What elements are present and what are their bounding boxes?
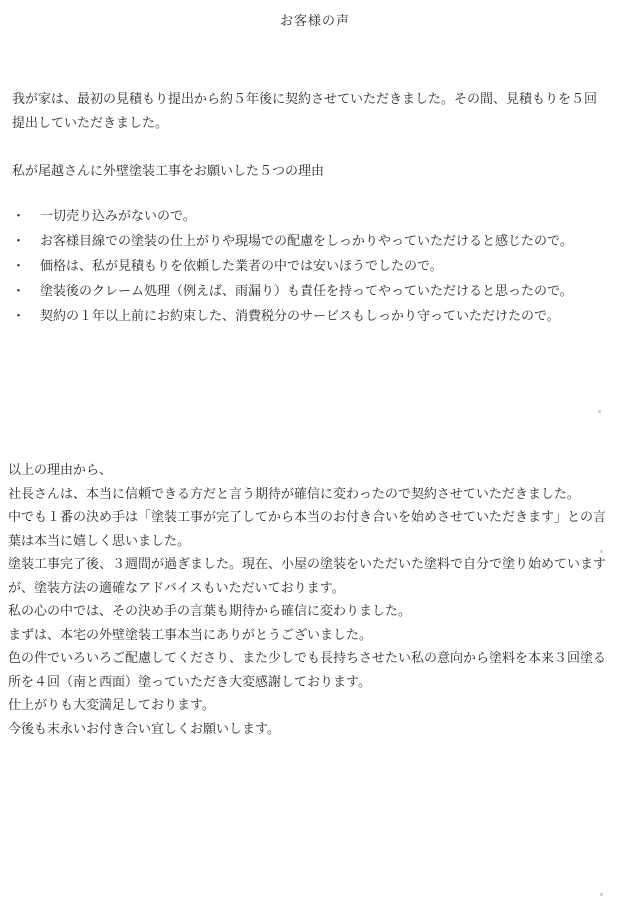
reason-text: 塗装後のクレーム処理（例えば、雨漏り）も責任を持ってやっていただけると思ったので。 xyxy=(40,284,573,299)
reason-text: 価格は、私が見積もりを依頼した業者の中では安いほうでしたので。 xyxy=(40,259,443,274)
body-paragraph: 色の件でいろいろご配慮してくださり、また少しでも長持ちさせたい私の意向から塗料を本来３回塗る所を４回（南と西面）塗っていただき大変感謝しております。 xyxy=(8,651,607,690)
reason-text: 契約の１年以上前にお約束した、消費税分のサービスもしっかり守っていただけたので。 xyxy=(40,309,560,324)
body-paragraph: 塗装工事完了後、３週間が過ぎました。現在、小屋の塗装をいただいた塗料で自分で塗り始めていますが、塗装方法の適確なアドバイスもいただいております。 xyxy=(8,557,607,596)
body-paragraph: 仕上がりも大変満足しております。 xyxy=(8,698,215,713)
reason-text: 一切売り込みがないので。 xyxy=(40,209,196,224)
list-item xyxy=(12,305,612,329)
reasons-heading: 私が尾越さんに外壁塗装工事をお願いした５つの理由 xyxy=(12,164,325,179)
body-paragraph: 以上の理由から、 xyxy=(8,463,113,478)
page-title: お客様の声 xyxy=(279,14,350,29)
list-item xyxy=(12,230,612,254)
list-item xyxy=(12,205,612,229)
bullet-icon: ・ xyxy=(12,309,26,324)
scan-speck xyxy=(600,550,603,553)
body-paragraph: 今後も末永いお付き合い宜しくお願いします。 xyxy=(8,721,280,737)
body-paragraph: 社長さんは、本当に信頼できる方だと言う期待が確信に変わったので契約させていただきました。 xyxy=(8,486,580,502)
scan-speck xyxy=(598,410,601,413)
bullet-icon: ・ xyxy=(12,209,26,224)
bullet-icon: ・ xyxy=(12,234,26,249)
bullet-icon: ・ xyxy=(12,284,26,299)
intro-paragraph: 我が家は、最初の見積もり提出から約５年後に契約させていただきました。その間、見積もりを５回提出していただきました。 xyxy=(12,92,598,131)
body-paragraph: 私の心の中では、その決め手の言葉も期待から確信に変わりました。 xyxy=(8,604,412,619)
bullet-icon: ・ xyxy=(12,259,26,274)
testimonial-body xyxy=(8,459,608,741)
scan-speck xyxy=(600,893,603,896)
reasons-list xyxy=(12,205,612,330)
body-paragraph: まずは、本宅の外壁塗装工事本当にありがとうございました。 xyxy=(8,627,373,643)
list-item xyxy=(12,255,612,279)
list-item xyxy=(12,280,612,304)
reason-text: お客様目線での塗装の仕上がりや現場での配慮をしっかりやっていただけると感じたので。 xyxy=(40,234,573,249)
body-paragraph: 中でも１番の決め手は「塗装工事が完了してから本当のお付き合いを始めさせていただきます」との言葉は本当に嬉しく思いました。 xyxy=(8,510,607,549)
